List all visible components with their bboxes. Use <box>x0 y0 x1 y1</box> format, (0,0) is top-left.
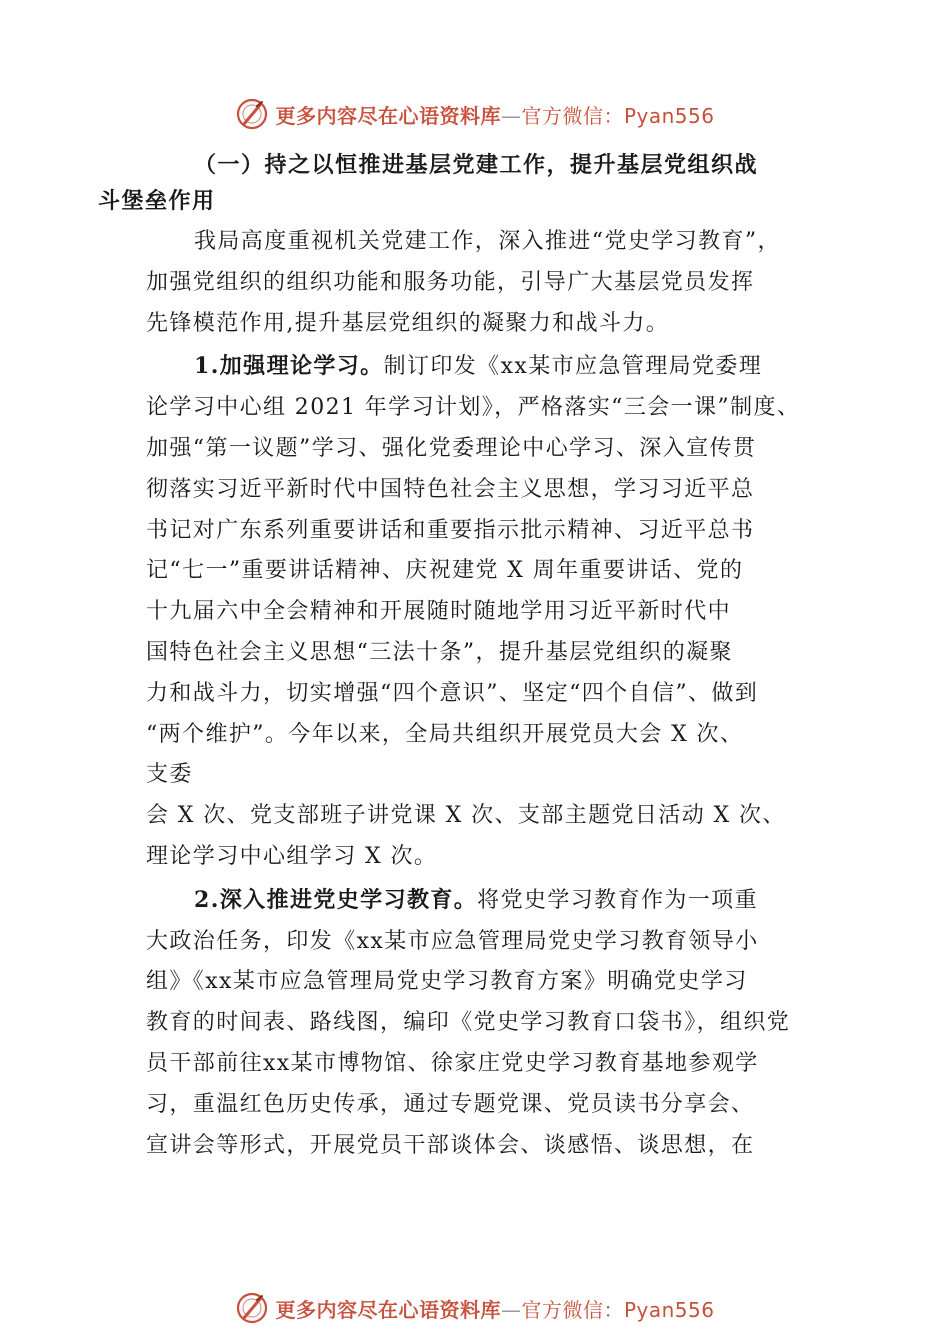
watermark-wechat: 官方微信：Pyan556 <box>521 103 715 128</box>
watermark-main: 更多内容尽在心语资料库 <box>275 103 501 128</box>
watermark-wechat: 官方微信：Pyan556 <box>521 1297 715 1322</box>
item-2-line: 组》《xx某市应急管理局党史学习教育方案》明确党史学习 <box>146 969 748 995</box>
item-2-line: 员干部前往xx某市博物馆、徐家庄党史学习教育基地参观学 <box>146 1050 759 1076</box>
item-1-line: “两个维护”。今年以来，全局共组织开展党员大会 X 次、 <box>146 721 744 747</box>
document-body <box>98 148 806 1166</box>
brush-logo-icon <box>235 97 269 131</box>
item-1-line: 支委 <box>146 762 193 788</box>
item-1-line: 理论学习中心组学习 X 次。 <box>146 843 438 869</box>
item-1-paragraph <box>146 346 806 877</box>
footer-watermark <box>0 1288 950 1328</box>
section-title <box>98 148 806 220</box>
watermark-main: 更多内容尽在心语资料库 <box>275 1297 501 1322</box>
item-2-line: 教育的时间表、路线图，编印《党史学习教育口袋书》，组织党 <box>146 1010 791 1036</box>
item-2-first-line <box>146 880 806 922</box>
watermark-separator: — <box>500 1297 522 1322</box>
item-1-line: 加强“第一议题”学习、强化党委理论中心学习、深入宣传贯 <box>146 435 757 461</box>
item-1-line: 书记对广东系列重要讲话和重要指示批示精神、习近平总书 <box>146 517 755 543</box>
item-2-line: 将党史学习教育作为一项重 <box>477 887 758 913</box>
item-2-paragraph <box>146 880 806 1167</box>
item-1-line: 论学习中心组 2021 年学习计划》，严格落实“三会一课”制度、 <box>146 395 801 421</box>
header-watermark <box>0 94 950 134</box>
intro-line: 我局高度重视机关党建工作，深入推进“党史学习教育”， <box>194 229 781 254</box>
item-2-line: 宣讲会等形式，开展党员干部谈体会、谈感悟、谈思想，在 <box>146 1132 755 1158</box>
item-2-line: 习，重温红色历史传承，通过专题党课、党员读书分享会、 <box>146 1091 755 1117</box>
item-1-first-line <box>146 346 806 388</box>
item-1-line: 会 X 次、党支部班子讲党课 X 次、支部主题党日活动 X 次、 <box>146 803 786 829</box>
intro-paragraph <box>146 222 806 344</box>
watermark-separator: — <box>500 103 522 128</box>
item-1-line: 力和战斗力，切实增强“四个意识”、坚定“四个自信”、做到 <box>146 680 759 706</box>
intro-line: 先锋模范作用,提升基层党组织的凝聚力和战斗力。 <box>146 310 670 336</box>
section-title-line-1: （一）持之以恒推进基层党建工作，提升基层党组织战 <box>194 153 759 178</box>
item-2-heading: 2.深入推进党史学习教育。 <box>194 886 478 913</box>
item-1-line: 彻落实习近平新时代中国特色社会主义思想，学习习近平总 <box>146 476 755 502</box>
item-2-line: 大政治任务，印发《xx某市应急管理局党史学习教育领导小 <box>146 928 759 954</box>
watermark-text <box>275 100 714 129</box>
item-1-heading: 1.加强理论学习。 <box>194 353 384 380</box>
brush-logo-icon <box>235 1291 269 1325</box>
section-title-line-2: 斗堡垒作用 <box>98 189 216 214</box>
intro-line: 加强党组织的组织功能和服务功能，引导广大基层党员发挥 <box>146 269 755 295</box>
item-1-line: 国特色社会主义思想“三法十条”，提升基层党组织的凝聚 <box>146 639 733 665</box>
item-1-line: 制订印发《xx某市应急管理局党委理 <box>383 354 763 380</box>
watermark-text <box>275 1294 714 1323</box>
item-1-line: 记“七一”重要讲话精神、庆祝建党 X 周年重要讲话、党的 <box>146 558 744 584</box>
item-1-line: 十九届六中全会精神和开展随时随地学用习近平新时代中 <box>146 599 732 625</box>
